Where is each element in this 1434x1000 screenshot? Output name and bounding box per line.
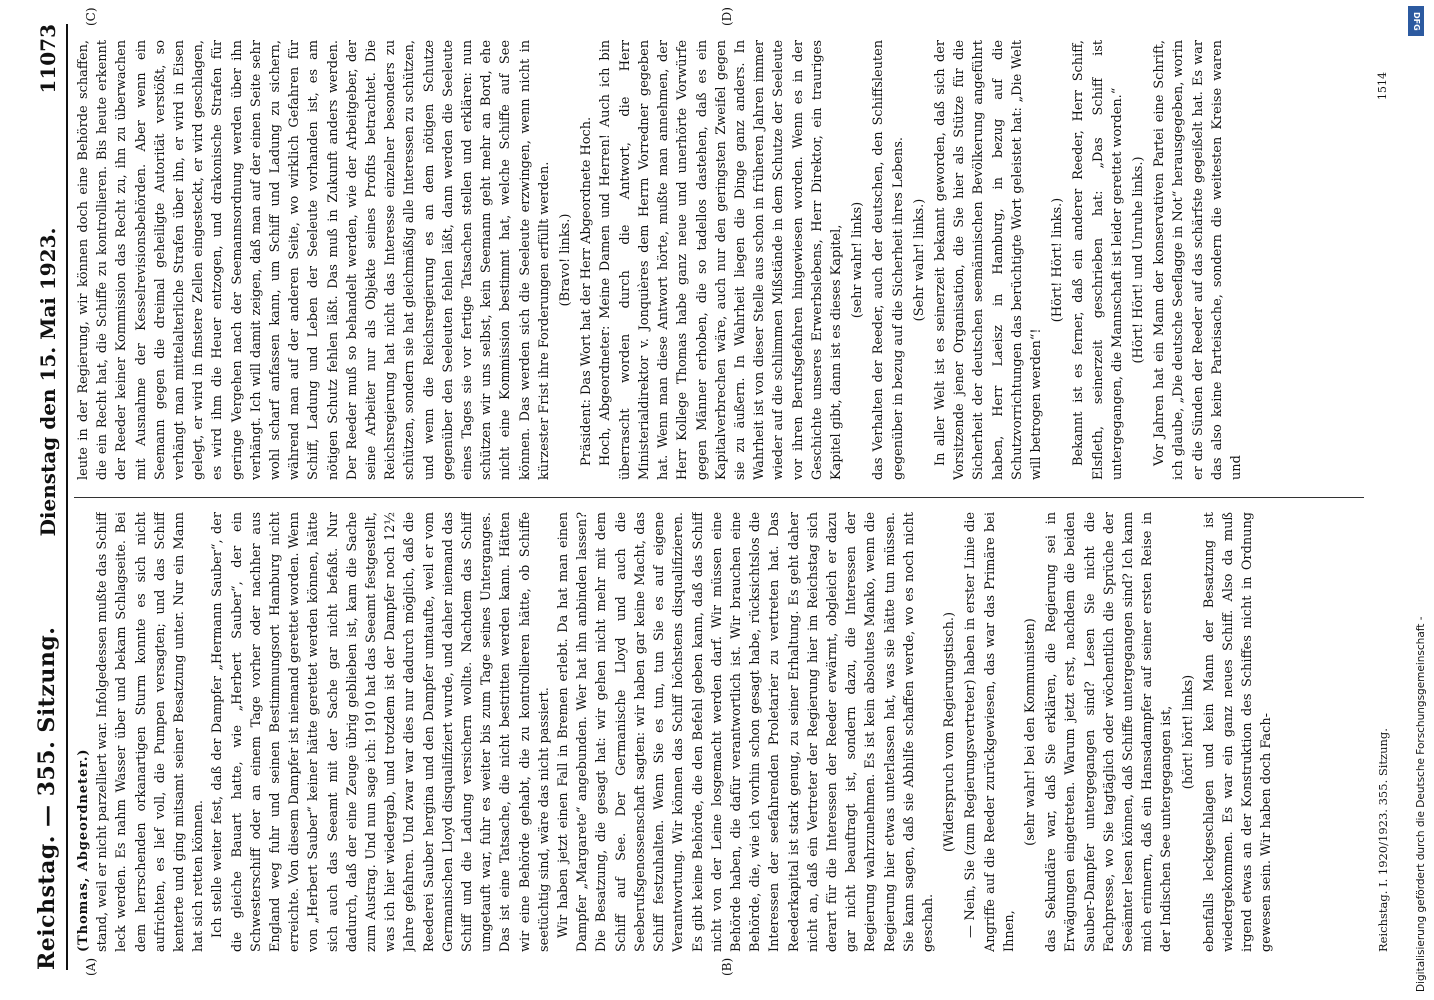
paragraph: das Verhalten der Reeder, auch der deutschen, den Schiffsleuten gegenüber in bezug auf die Sicherheit ihres Lebens. [871, 40, 906, 480]
header-date: Dienstag den 15. Mai 1923. [36, 227, 60, 537]
footer-text: Reichstag. I. 1920/1923. 355. Sitzung. [1376, 728, 1390, 952]
interjection: (hört! hört! links) [1180, 674, 1196, 790]
paragraph: leute in der Regierung, wir können doch eine Behörde schaffen, die ein Recht hat, die Schiffe zu kontrollieren. Bis heute erkennt der Reeder keiner Kommission das Recht zu, ihn zu überwachen mit Ausnahme der Kesselrevisionsbehörden. Aber wenn ein Seemann gegen die dreimal geheiligte Autorität verstößt, so verhängt man mittelalterliche Strafen über ihn, er wird in Eisen gelegt, er wird in finstere Zellen eingesteckt, er wird geschlagen, es wird ihm die Heuer entzogen, und drakonische Strafen für geringe Vergehen nach der Seemannsordnung werden über ihn verhängt. Ich will damit zeigen, daß man auf der einen Seite sehr wohl scharf anfassen kann, um Schiff und Ladung zu sichern, während man auf der anderen Seite, wo wirklich Gefahren für Schiff, Ladung und Leben der Seeleute vorhanden ist, es am nötigen Schutz fehlen läßt. Das muß in Zukunft anders werden. Der Reeder muß so behandelt werden, wie der Arbeitgeber, der seine Arbeiter nur als Objekte seines Profits betrachtet. Die Reichsregierung hat nicht das Interesse einzelner besonders zu schützen, sondern sie hat gleichmäßig alle Interessen zu schützen, und wenn die Reichsregierung es an dem nötigen Schutze gegenüber den Seeleuten fehlen läßt, dann werden die Seeleute eines Tages sie vor fertige Tatsachen stellen und erklären: nun schützen wir uns selbst, kein Seemann geht mehr an Bord, ehe nicht eine Kommission bestimmt hat, welche Schiffe auf See können. Das werden sich die Seeleute erzwingen, wenn nicht in kürzester Frist ihre Forderungen erfüllt werden. [76, 40, 552, 480]
paragraph: Bekannt ist es ferner, daß ein anderer Reeder, Herr Schiff, Elsfleth, seinerzeit geschrieben hat: „Das Schiff ist untergegangen, die Mannschaft ist leider gerettet worden.“ [1071, 40, 1125, 480]
header-left: Reichstag. — 355. Sitzung. [34, 626, 60, 970]
paragraph: Wir haben jetzt einen Fall in Bremen erlebt. Da hat man einen Dampfer „Margarete“ angebunden. Wer hat ihn anbinden lassen? Die Besatzung, die gesagt hat: wir gehen nicht mehr mit dem Schiff auf See. Der Germanische Lloyd und auch die Seeberufsgenossenschaft sagten: wir haben gar keine Macht, das Schiff festzuhalten. Wenn Sie es tun, tun Sie es auf eigene Verantwortung. Wir können das Schiff höchstens disqualifizieren. Es gibt keine Behörde, die den Befehl geben kann, daß das Schiff nicht von der Leine losgemacht werden darf. Wir müssen eine Behörde haben, die dafür verantwortlich ist. Wir brauchen eine Behörde, die, wie ich vorhin schon gesagt habe, rücksichtslos die Interessen der seefahrenden Proletarier zu vertreten hat. Das Reederkapital ist stark genug, zu seiner Erhaltung. Es geht daher nicht an, daß ein Vertreter der Regierung hier im Reichstag sich derart für die Interessen der Reeder erwärmt, obgleich er dazu gar nicht beauftragt ist, sondern dazu, die Interessen der Regierung wahrzunehmen. Es ist kein absolutes Manko, wenn die Regierung hier etwas unterlassen hat, was sie hätte tun müssen. Sie kann sagen, daß sie Abhilfe schaffen werde, wo es noch nicht geschah. [556, 512, 936, 952]
interjection: (Bravo! links.) [558, 213, 574, 307]
interjection: (Sehr wahr! links.) [911, 198, 927, 322]
dfg-logo: DFG [1408, 6, 1424, 36]
paragraph: Vor Jahren hat ein Mann der konservativen Partei eine Schrift, ich glaube, „Die deutsche Seeflagge in Not“ herausgegeben, worin er die Sünden der Reeder auf das schärfste gegeißelt hat. Es war das also keine Parteisache, sondern die weitesten Kreise waren und [1152, 40, 1244, 480]
margin-marker-b: (B) [720, 957, 734, 976]
paragraph: Hoch, Abgeordneter: Meine Damen und Herren! Auch ich bin überrascht worden durch die Antwort, die Herr Ministerialdirektor v. Jonquières dem Herrn Vorredner gegeben hat. Wenn man diese Antwort hörte, mußte man annehmen, der Herr Kollege Thomas habe ganz neue und unerhörte Vorwürfe gegen Männer erhoben, die so tadellos dastehen, daß es ein Kapitalverbrechen wäre, auch nur den geringsten Zweifel gegen sie zu äußern. In Wahrheit liegen die Dinge ganz anders. In Wahrheit ist von dieser Stelle aus schon in früheren Jahren immer wieder auf die schlimmen Mißstände in dem Schutze der Seeleute vor ihren Berufsgefahren hingewiesen worden. Wenn es in der Geschichte unseres Erwerbslebens, Herr Direktor, ein trauriges Kapitel gibt, dann ist es dieses Kapitel, [598, 40, 844, 480]
interjection: (Widerspruch vom Regierungstisch.) [942, 611, 958, 853]
interjection: (Hört! Hört! und Unruhe links.) [1130, 156, 1146, 364]
interjection: (sehr wahr! links) [850, 201, 866, 319]
paragraph: Ich stelle weiter fest, daß der Dampfer „Hermann Sauber“, der die gleiche Bauart hatte, wie „Herbert Sauber“, der ein Schwesterschiff oder an einem Tage vorher oder nachher aus England weg fuhr und seinen Bestimmungsort Hamburg nicht erreichte. Von diesem Dampfer ist niemand gerettet worden. Wenn von „Herbert Sauber“ keiner hätte gerettet werden können, hätte sich auch das Seeamt mit der Sache gar nicht befaßt. Nur dadurch, daß der eine Zeuge übrig geblieben ist, kam die Sache zum Austrag. Und nun sage ich: 1910 hat das Seeamt festgestellt, was ich hier wiedergab, und trotzdem ist der Dampfer noch 12½ Jahre gefahren. Und zwar war dies nur dadurch möglich, daß die Reederei Sauber hergina und den Dampfer umtaufte, weil er vom Germanischen Lloyd disqualifiziert wurde, und daher niemand das Schiff und die Ladung versichern wollte. Nachdem das Schiff umgetauft war, fuhr es weiter bis zum Tage seines Unterganges. Das ist eine Tatsache, die nicht bestritten werden kann. Hätten wir eine Behörde gehabt, die zu kontrollieren hätte, ob Schiffe seetüchtig sind, wäre das nicht passiert. [210, 512, 552, 952]
paragraph: In aller Welt ist es seinerzeit bekannt geworden, daß sich der Vorsitzende jener Organisation, die Sie hier als Stütze für die Sicherheit der deutschen seemännischen Bevölkerung angeführt haben, Herr Laeisz in Hamburg, in bezug auf die Schutzvorrichtungen das berüchtigte Wort geleistet hat: „Die Welt will betrogen werden“! [932, 40, 1044, 480]
paragraph: — Nein, Sie (zum Regierungsvertreter) haben in erster Linie die Angriffe auf die Reeder zurückgewiesen, das war das Primäre bei Ihnen, [963, 512, 1017, 952]
column-right [74, 40, 1392, 480]
margin-marker-d: (D) [720, 7, 734, 26]
paragraph: stand, weil er nicht parzelliert war. Infolgedessen mußte das Schiff leck werden. Es nahm Wasser über und bekam Schlagseite. Bei dem herrschenden orkanartigen Sturm konnte es sich nicht aufrichten, es lief voll, die Pumpen versagten; und das Schiff kenterte und ging mitsamt seiner Besatzung unter. Nur ein Mann hat sich retten können. [95, 512, 207, 952]
interjection: (Hört! Hört! links.) [1050, 197, 1066, 323]
paragraph: Präsident: Das Wort hat der Herr Abgeordnete Hoch. [579, 116, 595, 466]
margin-marker-a: (A) [84, 957, 98, 976]
page-header [14, 24, 68, 970]
digitization-credit: Digitalisierung gefördert durch die Deutsche Forschungsgemeinschaft - [1415, 616, 1427, 992]
column-divider [74, 497, 1364, 498]
speaker-label: (Thomas, Abgeordneter.) [76, 748, 91, 952]
paragraph: das Sekundäre war, daß Sie erklären, die Regierung sei in Erwägungen eingetreten. Warum jetzt erst, nachdem die beiden Sauber-Dampfer untergegangen sind? Lesen Sie nicht die Fachpresse, wo Sie tagtäglich oder wöchentlich die Sprüche der Seeämter lesen können, daß Schiffe untergegangen sind? Ich kann mich erinnern, daß ein Hansadampfer auf seiner ersten Reise in der Indischen See untergegangen ist, [1044, 512, 1175, 952]
paragraph: ebenfalls leckgeschlagen und kein Mann der Besatzung ist wiedergekommen. Es war ein ganz neues Schiff. Also da muß irgend etwas an der Konstruktion des Schiffes nicht in Ordnung gewesen sein. Wir haben doch Fach- [1201, 512, 1275, 952]
page-number: 11073 [36, 24, 60, 94]
digitization-note [1404, 0, 1430, 1000]
interjection: (sehr wahr! bei den Kommunisten) [1022, 618, 1038, 846]
column-left [74, 512, 1392, 952]
margin-marker-c: (C) [84, 7, 98, 26]
footer-number: 1514 [1376, 72, 1389, 100]
header-right [36, 24, 60, 536]
